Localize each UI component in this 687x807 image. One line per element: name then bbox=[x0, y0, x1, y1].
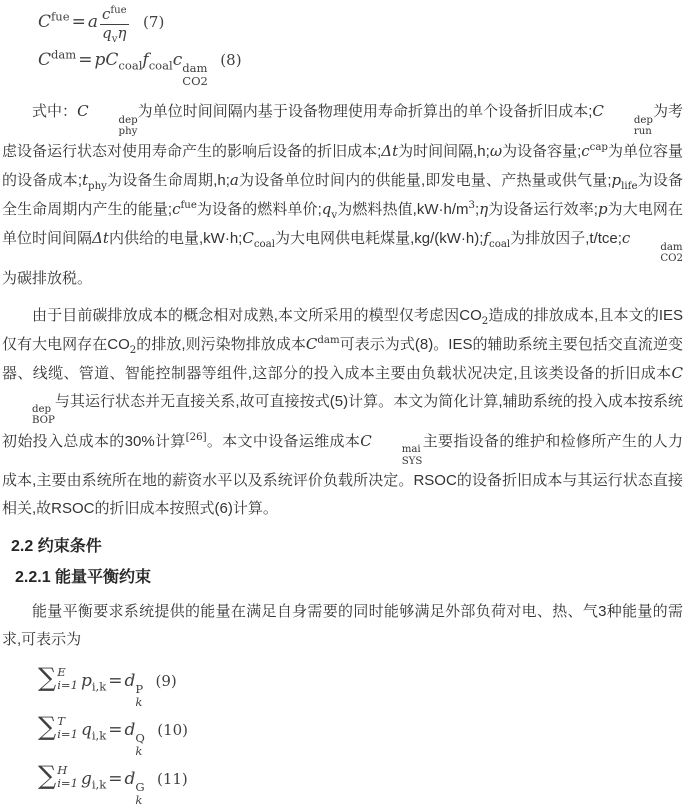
paragraph-energy-balance: 能量平衡要求系统提供的能量在满足自身需要的同时能够满足外部负荷对电、热、气3种能量的需求,可表示为 bbox=[2, 602, 683, 648]
paragraph-emission-and-auxiliary: 由于目前碳排放成本的概念相对成熟,本文所采用的模型仅考虑因$CO_2$造成的排放成本,且本文的IES仅有大电网存在$CO_2$的排放,则污染物排放成本$C^{dam}$可表示为式(8)。IES的辅助系统主要包括交直流逆变器、线缆、管道、智能控制器等组件,这部分的投入成本主要由负载状况决定,且该类设备的折旧成本C dep BOP 与其运行状态并无直接关系,故可直接按式(5)计算。本文为简化计算,辅助系统的投入成本按系统初始投入总成本的30%计算[26]。本文中设备运维成本C mai SYS 主要指设备的维护和检修所产生的人力成本,主要由系统所在地的薪资水平以及系统评价负载所决定。RSOC的设备折旧成本与其运行状态直接相关,故RSOC的折旧成本按照式(6)计算。 bbox=[2, 306, 683, 517]
equation-10-number: (10) bbox=[157, 721, 189, 740]
equation-9-math: ∑ E i=1 $p_{i,k} = d$ P k bbox=[38, 663, 144, 710]
equation-7-math: $C^{fue} = a$ $\frac{c^{fue}}{q_v\eta}$ bbox=[38, 5, 127, 45]
equation-11-math: ∑ H i=1 $g_{i,k} = d$ G k bbox=[38, 761, 145, 807]
equation-8 bbox=[38, 47, 683, 89]
heading-constraints: 2.2 约束条件 bbox=[11, 537, 102, 555]
equation-7 bbox=[38, 5, 683, 45]
equation-11-number: (11) bbox=[156, 770, 188, 789]
heading-energy-balance: 2.2.1 能量平衡约束 bbox=[15, 568, 152, 586]
equation-8-math: $C^{dam} = pC_{coal}f_{coal}c$ dam CO2 bbox=[38, 47, 208, 89]
equation-10-math: ∑ T i=1 $q_{i,k} = d$ Q k bbox=[38, 712, 145, 759]
equation-7-number: (7) bbox=[143, 12, 165, 31]
equation-9 bbox=[38, 663, 683, 710]
equation-10 bbox=[38, 712, 683, 759]
equation-9-number: (9) bbox=[155, 672, 177, 691]
equation-8-number: (8) bbox=[220, 51, 242, 70]
equation-11 bbox=[38, 761, 683, 807]
paragraph-symbol-definitions: 式中：C dep phy 为单位时间间隔内基于设备物理使用寿命折算出的单个设备折旧成本;C dep run 为考虑设备运行状态对使用寿命产生的影响后设备的折旧成本;Δt为时间间隔,h;ω为设备容量$;c^{cap}$为单位容量的设备成本$;t_{phy}$为设备生命周期,h;a为设备单位时间内的供能量,即发电量、产热量或供气量$;p_{life}$为设备全生命周期内产生的能量$;c^{fue}$为设备的燃料单价$;q_v$为燃料热值$,kW\cdot h/m^3;\eta$为设备运行效率;p为大电网在单位时间间隔Δt内供给的电量$,kW\cdot h;C_{coal}$为大电网供电耗煤量$,kg/(kW\cdot h);f_{coal}$为排放因子,t/tce;c dam CO2 为碳排放税。 bbox=[2, 102, 684, 287]
